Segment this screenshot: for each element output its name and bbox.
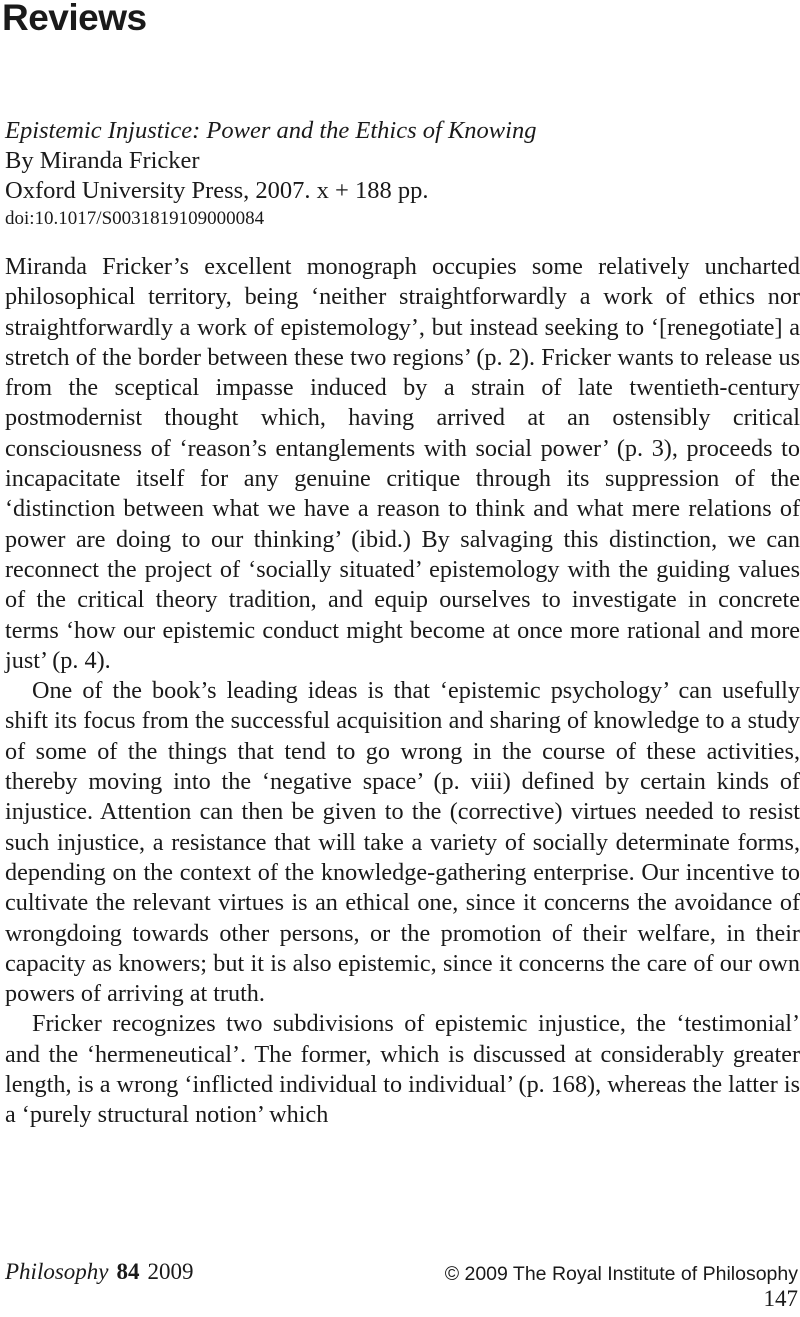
- book-publication: Oxford University Press, 2007. x + 188 pp.: [5, 177, 429, 204]
- journal-volume: 84: [116, 1259, 140, 1284]
- journal-info: [5, 1257, 194, 1287]
- paragraph: Fricker recognizes two subdivisions of epistemic injustice, the ‘testimonial’ and the ‘hermeneutical’. The former, which is discussed at considerably greater length, is a wrong ‘inflicted individual to individual’ (p. 168), whereas the latter is a ‘purely structural notion’ which: [5, 1010, 800, 1129]
- doi: doi:10.1017/S0031819109000084: [5, 208, 265, 229]
- book-title: Epistemic Injustice: Power and the Ethics of Knowing: [5, 117, 537, 144]
- journal-year: 2009: [147, 1259, 194, 1284]
- page-footer: [5, 1257, 798, 1287]
- page-number: 147: [763, 1286, 798, 1311]
- paragraph: One of the book’s leading ideas is that ‘epistemic psychology’ can usefully shift its focus from the successful acquisition and sharing of knowledge to a study of some of the things that tend to go wrong in the course of these activities, thereby moving into the ‘negative space’ (p. viii) defined by certain kinds of injustice. Attention can then be given to the (corrective) virtues needed to resist such injustice, a resistance that will take a variety of socially determinate forms, depending on the context of the knowledge-gathering enterprise. Our incentive to cultivate the relevant virtues is an ethical one, since it concerns the avoidance of wrongdoing towards other persons, or the promotion of their welfare, in their capacity as knowers; but it is also epistemic, since it concerns the care of our own powers of arriving at truth.: [5, 677, 800, 1008]
- book-citation: [5, 116, 795, 232]
- review-body: [5, 252, 800, 1131]
- book-author: By Miranda Fricker: [5, 147, 200, 174]
- journal-name: Philosophy: [5, 1259, 109, 1284]
- copyright-notice: © 2009 The Royal Institute of Philosophy: [444, 1263, 798, 1285]
- section-title: Reviews: [2, 0, 147, 38]
- paragraph: Miranda Fricker’s excellent monograph occupies some relatively uncharted philosophical territory, being ‘neither straightforwardly a work of ethics nor straightforwardly a work of epistemology’, but instead seeking to ‘[renegotiate] a stretch of the border between these two regions’ (p. 2). Fricker wants to release us from the sceptical impasse induced by a strain of late twentieth-century postmodernist thought which, having arrived at an ostensibly critical consciousness of ‘reason’s entanglements with social power’ (p. 3), proceeds to incapacitate itself for any genuine critique through its suppression of the ‘distinction between what we have a reason to think and what mere relations of power are doing to our thinking’ (ibid.) By salvaging this distinction, we can reconnect the project of ‘socially situated’ epistemology with the guiding values of the critical theory tradition, and equip ourselves to investigate in concrete terms ‘how our epistemic conduct might become at once more rational and more just’ (p. 4).: [5, 253, 800, 674]
